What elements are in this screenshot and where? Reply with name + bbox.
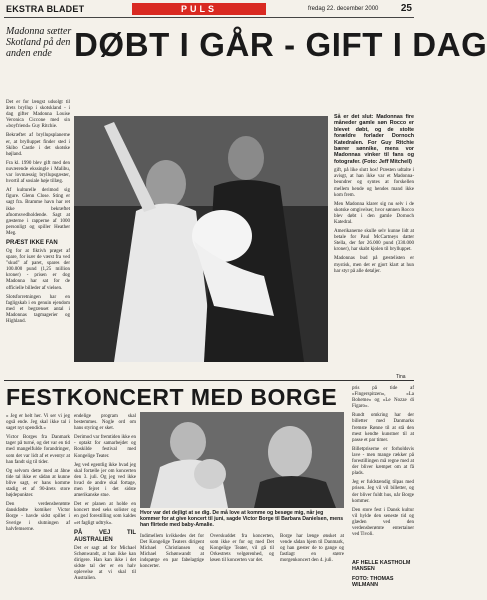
bottom-story-column-3 xyxy=(140,534,204,574)
paragraph: Billetpriserne er forholdsvis lave - men mange rækker på forestillingen må regne med at der bliver kæmpet om at få plads. xyxy=(352,446,414,477)
top-story-headline: DØBT I GÅR - GIFT I DAG xyxy=(74,26,487,63)
bottom-story-column-5 xyxy=(280,534,344,567)
paragraph: Det er sagt ad for Michael Schønwandt, at han ikke kan dirigere. Han kan ikke i det sidste tal der er en halv oplevelse at vi skal til Australien. xyxy=(74,545,136,582)
top-story-column-right xyxy=(334,114,414,278)
photo-image xyxy=(74,116,328,362)
paragraph: Men Madonna klarer sig nu selv i de skotske omgivelser, hvor sønnen Rocco blev døbt i den gamle Dornoch Katedral. xyxy=(334,201,414,225)
bottom-story-column-1 xyxy=(6,414,70,536)
paragraph: Det er for længst udsolgt til årets bryllup i skotskland - i dag gifter Madonna Louise Veronica Ciccone med sin »boyfriend« Guy Ritchie. xyxy=(6,100,70,130)
paragraph: Det er planen at holde en koncert med seks solister og en god forestilling som kaldes »et fagligt udtryk«. xyxy=(74,502,136,526)
page-number: 25 xyxy=(400,3,412,14)
paragraph: Overskuddet fra koncerten, som ikke er for og med Det Kongelige Teater, vil gå til Orkestrets velgørenhed, og løsen til koncerten var det. xyxy=(210,534,274,564)
paragraph: Og selvom dette med at åbne tide tal ikke er sådan at kunne blive sagt, er hans komme stadig et af 90-årets store højdepunkter. xyxy=(6,468,70,499)
paragraph: Jeg er fuldstændig tilpas med prisen. Jeg vil vil billetter, og der bliver fuldt hus, når Borge kommer. xyxy=(352,480,414,504)
bottom-story-column-2 xyxy=(74,414,136,585)
photo-caption: Hvor var det dejligt at se dig. De må love at komme og besøge mig, når jeg kommer for at give koncert til juni, sagde Victor Borge til Barbara Danielsen, mens han flirtede med baby-Amalie. xyxy=(140,510,344,528)
paragraph: Af kulturelle derimod sig figure. Glenn Close. Sting er sagt fra. Bramme havn har ret ikke bekræftet afnomsvedholdende. Sagt at gæsterne i rapperne af 1000 personligt og spiller Heather Meg. xyxy=(6,188,70,236)
top-story-column-1 xyxy=(6,100,70,328)
paragraph: endelige program skal bestemmes. Nogle ord om hans styring er sket. xyxy=(74,414,136,432)
paragraph: pris på tide af »Fingerspitzen«, »La Boheme« og »Le Nozze di Figaro«. xyxy=(352,386,414,410)
paragraph: Den verdensberømte danskfødte komiker Victor Borge - havde sidst spillet i Sverige i slutningen af halvfemserne. xyxy=(6,502,70,532)
section-banner: PULS xyxy=(132,3,266,15)
paragraph: Amerikanerne skulle selv kunne lidt at betale for Paul McCartneys datter Stella, der før 26.000 pund (330.000 kroner), har skabt kjolen til brylluppet. xyxy=(334,229,414,253)
bottom-story-headline: FESTKONCERT MED BORGE xyxy=(6,384,338,410)
borge-baby-photo xyxy=(140,412,344,508)
bottom-story-column-4 xyxy=(210,534,274,567)
subhead-australia: PÅ VEJ TIL AUSTRALIEN xyxy=(74,529,136,543)
author-name: AF HELLE KASTHOLM HANSEN xyxy=(352,560,411,573)
subhead-priest: PRÆST IKKE FAN xyxy=(6,239,58,246)
photo-image xyxy=(140,412,344,508)
paragraph: Den store fest i Dansk kultur vil hylde den seneste tid og glæden ved den verdensberømte entertainer ved Tivoli. xyxy=(352,507,414,538)
bottom-story-column-6 xyxy=(352,386,414,541)
paragraph: Fra kl. 1990 blev gift med den nuværende ekssingle i Malibu, var lovmæssig bryllupsgæster, hvortil af sosiale høje tillæg. xyxy=(6,160,70,185)
paragraph: Rundt omkring har der billetter med Danmarks fremste Rønne til at stå den mest kendte kunstner til at passe et par timer. xyxy=(352,413,414,443)
wedding-christening-photo xyxy=(74,116,328,362)
issue-date: fredag 22. december 2000 xyxy=(308,6,379,12)
paragraph: » Jeg er helt her. Vi ser vi jeg også ende. Jeg skal ikke tal i saget nyt spendidt.« xyxy=(6,414,70,432)
paragraph: Slotsforretningen har en fagligskab i en genuin ejendom med et begrænset antal i Madonnas tagmagerier og Highland. xyxy=(6,294,70,324)
byline xyxy=(352,560,414,589)
paragraph: Madonnas bud på gæstelisten er mystisk, men det er gjort klart at hun har styr på alle detaljer. xyxy=(334,256,414,274)
top-story-kicker: Madonna sætter Skotland på den anden ende xyxy=(6,26,72,59)
paragraph: Indimellem kvikkedes det for Det Kongelige Teaters dirigent Michael Christiansen og Michael Schønwandt at indspørge en par fabelagtige koncerter. xyxy=(140,534,204,570)
photo-caption: Så er det slut: Madonnas fire måneder gamle søn Rocco er blevet døbt, og de stolte forældre forlader Dornoch Katedralen. For Guy Ritchie bærer sønnike, mens vor Madonnas vinker til fans og fotografer. (Foto: Jeff Mitchell) xyxy=(334,114,414,165)
photographer-credit: FOTO: THOMAS WILMANN xyxy=(352,575,394,589)
paragraph: gift, på like slutt hos! Præsten udtalte i avisgt, at han ikke var et Madonna-beundrer og syntes at forskellen mellem hende og hendes mand ikke kom frem. xyxy=(334,168,414,198)
paragraph: Bekræftet af bryllupsplanerne er, at brylluppet finder sted i Skibo Castle i det skotske højland. xyxy=(6,133,70,157)
author-credit: Tina xyxy=(396,374,406,380)
paragraph: Victor Borges fra Danmark tager på turné, og det var en tid med mangelfulde forandringer, som det var lidt af et eventyr at han fandt sig til tider. xyxy=(6,435,70,465)
paragraph: Jeg ved egentlig ikke hvad jeg skal fortælle jer om koncerten den 3. juli. Og jeg ved ikke hvad de andre skal fortage, men fejret i det sidste amerikanske stue. xyxy=(74,462,136,499)
paragraph: Borge har længe ønsket at vende sådan hjem til Danmark, og han gæster de to gange og fastlagt en større morgenkoncert den 4. juli. xyxy=(280,534,344,564)
masthead xyxy=(4,2,414,18)
newspaper-brand: EKSTRA BLADET xyxy=(6,4,85,14)
section-divider xyxy=(4,380,414,381)
paragraph: Og for at fiktivh prøget af spare, for især de værst fra ved "skud" af paret, spares der 100.000 pund (1,25 million kroner) - prisen er dog Madonna har sat for de officielle billeder af vielsen. xyxy=(6,248,70,291)
paragraph: Derimod var fremtiden ikke en - optakt for samarbejdet og Roskilde festival med Kongelige Teater. xyxy=(74,435,136,459)
